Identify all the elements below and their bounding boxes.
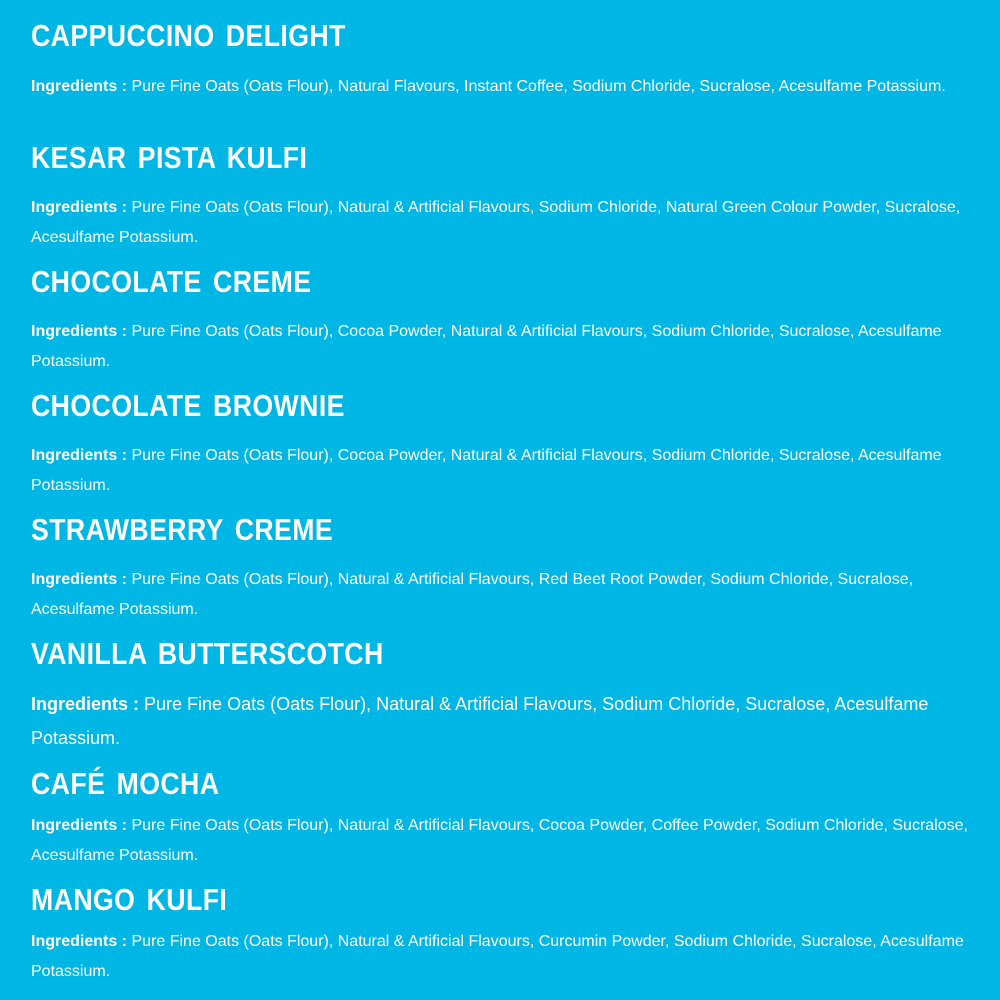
flavour-title: STRAWBERRY CREME: [31, 512, 334, 547]
flavour-title: CHOCOLATE BROWNIE: [31, 388, 345, 423]
ingredients-label: Ingredients :: [31, 78, 128, 95]
flavour-title: CAFÉ MOCHA: [31, 766, 220, 801]
ingredients-list: Pure Fine Oats (Oats Flour), Natural & Artificial Flavours, Sodium Chloride, Natural Green Colour Powder, Sucralose, Acesulfame Potassium.: [31, 199, 961, 246]
ingredients-list: Pure Fine Oats (Oats Flour), Natural & Artificial Flavours, Red Beet Root Powder, Sodium Chloride, Sucralose, Acesulfame Potassium.: [31, 571, 914, 618]
ingredients-label: Ingredients :: [31, 323, 128, 340]
flavour-title: MANGO KULFI: [31, 882, 228, 917]
ingredients-label: Ingredients :: [31, 817, 128, 834]
ingredients-label: Ingredients :: [31, 694, 140, 714]
ingredients-text: [31, 441, 981, 501]
flavour-chocolate-brownie: [31, 388, 981, 501]
ingredients-text: [31, 193, 981, 253]
ingredients-text: [31, 687, 981, 755]
ingredients-label: Ingredients :: [31, 199, 128, 216]
ingredients-list: Pure Fine Oats (Oats Flour), Cocoa Powder, Natural & Artificial Flavours, Sodium Chloride, Sucralose, Acesulfame Potassium.: [31, 447, 942, 494]
flavour-kesar-pista-kulfi: [31, 140, 981, 253]
flavour-title: CHOCOLATE CREME: [31, 264, 312, 299]
ingredients-list: Pure Fine Oats (Oats Flour), Natural & Artificial Flavours, Sodium Chloride, Sucralose, Acesulfame Potassium.: [31, 694, 929, 748]
flavour-strawberry-creme: [31, 512, 981, 625]
ingredients-text: [31, 317, 981, 377]
ingredients-label: Ingredients :: [31, 447, 128, 464]
ingredients-list: Pure Fine Oats (Oats Flour), Cocoa Powder, Natural & Artificial Flavours, Sodium Chloride, Sucralose, Acesulfame Potassium.: [31, 323, 942, 370]
flavour-mango-kulfi: [31, 882, 981, 987]
ingredients-text: [31, 72, 981, 102]
ingredients-text: [31, 927, 981, 987]
flavour-title: KESAR PISTA KULFI: [31, 140, 308, 175]
flavour-chocolate-creme: [31, 264, 981, 377]
flavour-vanilla-butterscotch: [31, 636, 981, 755]
ingredients-text: [31, 565, 981, 625]
ingredients-list: Pure Fine Oats (Oats Flour), Natural & Artificial Flavours, Curcumin Powder, Sodium Chloride, Sucralose, Acesulfame Potassium.: [31, 933, 964, 980]
ingredients-list: Pure Fine Oats (Oats Flour), Natural Flavours, Instant Coffee, Sodium Chloride, Sucralose, Acesulfame Potassium.: [131, 78, 946, 95]
ingredients-label: Ingredients :: [31, 571, 128, 588]
flavour-cafe-mocha: [31, 766, 981, 871]
flavour-title: CAPPUCCINO DELIGHT: [31, 18, 346, 53]
ingredients-label: Ingredients :: [31, 933, 128, 950]
ingredients-text: [31, 811, 981, 871]
flavour-title: VANILLA BUTTERSCOTCH: [31, 636, 384, 671]
ingredients-list: Pure Fine Oats (Oats Flour), Natural & Artificial Flavours, Cocoa Powder, Coffee Powder, Sodium Chloride, Sucralose, Acesulfame Potassium.: [31, 817, 968, 864]
flavour-cappuccino-delight: [31, 18, 981, 102]
